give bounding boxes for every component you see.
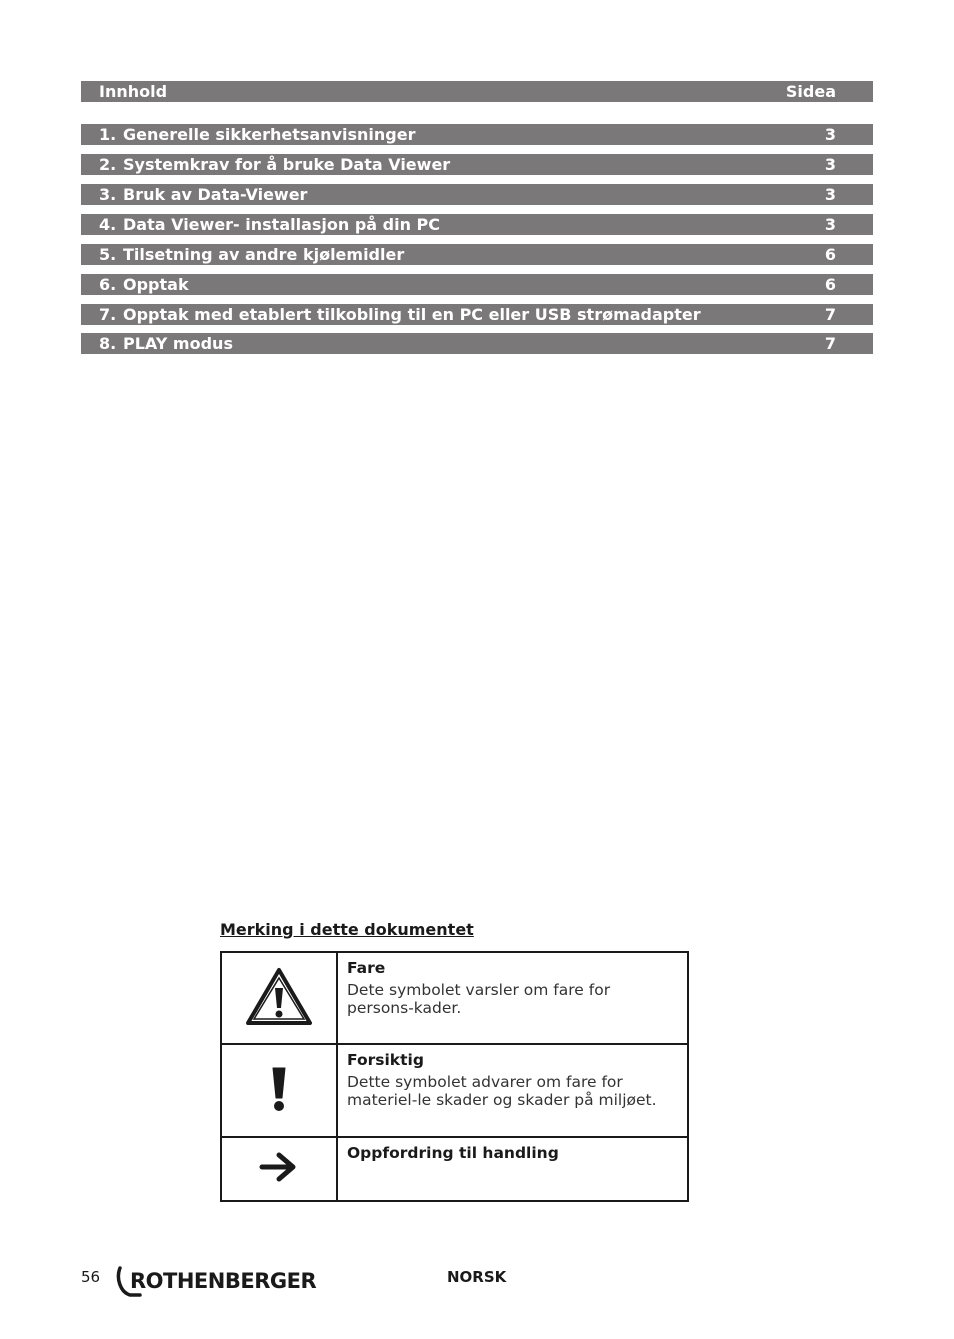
exclamation-icon (264, 1066, 294, 1112)
legend-table (220, 951, 689, 1202)
toc-item-label: Opptak med etablert tilkobling til en PC eller USB strømadapter (123, 305, 701, 324)
toc-item-number: 8. (99, 334, 117, 353)
toc-item-label: Bruk av Data-Viewer (123, 185, 308, 204)
toc-item-label: Tilsetning av andre kjølemidler (123, 245, 405, 264)
legend-icon-cell (221, 952, 337, 1044)
legend-text-cell (337, 1044, 688, 1137)
legend-text-cell (337, 1137, 688, 1201)
legend-title: Merking i dette dokumentet (220, 920, 474, 939)
toc-item-number: 4. (99, 215, 117, 234)
toc-header-title: Innhold (99, 82, 168, 101)
toc-item-number: 2. (99, 155, 117, 174)
legend-description: Dete symbolet varsler om fare for persons-kader. (347, 981, 611, 1017)
legend-heading: Oppfordring til handling (347, 1144, 559, 1162)
brand-logo (116, 1262, 356, 1306)
toc-item-label: Data Viewer- installasjon på din PC (123, 215, 441, 234)
toc-item-page: 6 (824, 275, 836, 294)
toc-item-page: 3 (824, 215, 836, 234)
toc-item-label: Opptak (123, 275, 189, 294)
legend-heading: Forsiktig (347, 1051, 424, 1069)
toc-item-label: Generelle sikkerhetsanvisninger (123, 125, 416, 144)
page-number: 56 (81, 1268, 101, 1286)
toc-item-label: PLAY modus (123, 334, 233, 353)
legend-heading: Fare (347, 959, 386, 977)
legend-icon-cell (221, 1137, 337, 1201)
legend-text-cell (337, 952, 688, 1044)
toc-item-page: 3 (824, 125, 836, 144)
toc-item-page: 3 (824, 185, 836, 204)
legend-description: Dette symbolet advarer om fare for materiel-le skader og skader på miljøet. (347, 1073, 657, 1109)
legend-row (221, 1137, 688, 1201)
toc-item-number: 7. (99, 305, 117, 324)
toc-item[interactable] (81, 333, 873, 354)
toc-item[interactable] (81, 304, 873, 325)
toc-item-number: 3. (99, 185, 117, 204)
toc-item-page: 7 (824, 334, 836, 353)
toc-item[interactable] (81, 124, 873, 145)
toc-item-number: 1. (99, 125, 117, 144)
toc-item[interactable] (81, 154, 873, 175)
toc-item-number: 5. (99, 245, 117, 264)
toc-item-label: Systemkrav for å bruke Data Viewer (123, 155, 451, 174)
toc-header-page-label: Sidea (785, 82, 836, 101)
toc-item-page: 6 (824, 245, 836, 264)
brand-name: ROTHENBERGER (130, 1269, 317, 1293)
toc-item[interactable] (81, 244, 873, 265)
language-label: NORSK (447, 1268, 507, 1286)
toc-item[interactable] (81, 214, 873, 235)
warning-triangle-icon (244, 966, 314, 1026)
toc-item[interactable] (81, 274, 873, 295)
toc-item-page: 3 (824, 155, 836, 174)
toc-item-number: 6. (99, 275, 117, 294)
legend-row (221, 1044, 688, 1137)
arrow-right-icon (259, 1151, 299, 1183)
legend-icon-cell (221, 1044, 337, 1137)
legend-row (221, 952, 688, 1044)
toc-header (81, 81, 873, 102)
toc-item[interactable] (81, 184, 873, 205)
toc-item-page: 7 (824, 305, 836, 324)
